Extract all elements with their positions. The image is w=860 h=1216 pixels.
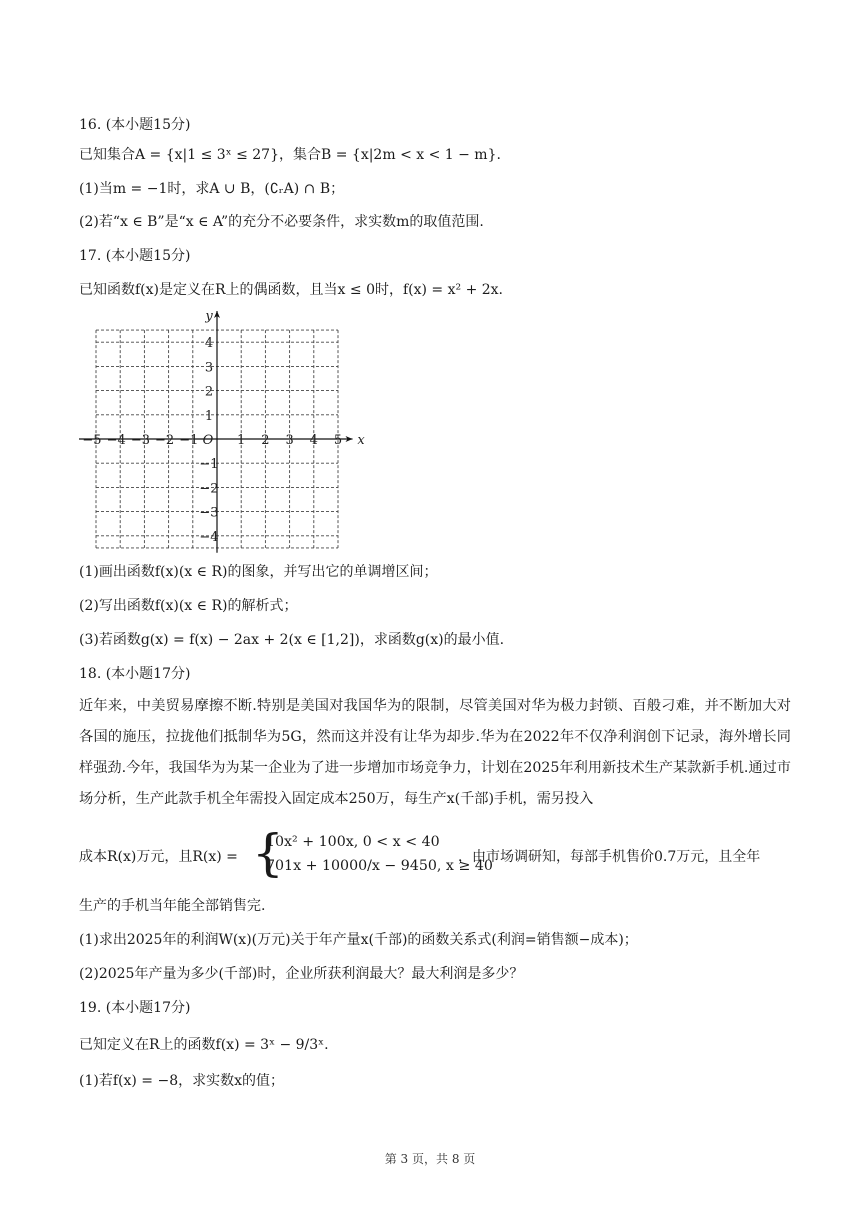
piece-1: 10x² + 100x, 0 < x < 40 xyxy=(266,834,440,850)
q17-part1: (1)画出函数f(x)(x ∈ R)的图象，并写出它的单调增区间； xyxy=(79,564,438,580)
q16-part2: (2)若“x ∈ B”是“x ∈ A”的充分不必要条件，求实数m的取值范围. xyxy=(79,214,484,230)
y-tick-label: −2 xyxy=(199,481,219,497)
coordinate-grid-figure xyxy=(74,308,374,553)
y-tick-label: −3 xyxy=(199,505,219,521)
x-tick-label: 3 xyxy=(285,433,294,448)
x-tick-label: −4 xyxy=(106,433,126,448)
x-tick-label: −2 xyxy=(155,433,175,448)
q16-stem: 已知集合A = {x|1 ≤ 3ˣ ≤ 27}，集合B = {x|2m < x < 1 − m}. xyxy=(79,147,501,163)
y-tick-label: 2 xyxy=(204,384,214,400)
q18-part1: (1)求出2025年的利润W(x)(万元)关于年产量x(千部)的函数关系式(利润=销售额−成本)； xyxy=(79,932,638,948)
x-tick-label: −3 xyxy=(130,433,150,448)
y-tick-label: 3 xyxy=(204,360,214,376)
q18-title: 18. (本小题17分) xyxy=(79,666,191,682)
origin-label: O xyxy=(202,433,214,448)
x-axis-label: x xyxy=(357,433,365,448)
coordinate-grid-svg xyxy=(74,308,374,553)
page-footer: 第 3 页，共 8 页 xyxy=(384,1152,476,1166)
y-tick-label: 1 xyxy=(204,408,214,424)
x-tick-label: 5 xyxy=(333,433,343,448)
q16-part1: (1)当m = −1时，求A ∪ B，(∁ᵣA) ∩ B； xyxy=(79,181,345,197)
q18-paragraph: 近年来，中美贸易摩擦不断.特别是美国对我国华为的限制，尽管美国对华为极力封锁、百般刁难，并不断加大对各国的施压，拉拢他们抵制华为5G，然而这并没有让华为却步.华为在2022年不仅净利润创下记录，海外增长同样强劲.今年，我国华为为某一企业为了进一步增加市场竞争力，计划在2025年利用新技术生产某款新手机.通过市场分析，生产此款手机全年需投入固定成本250万，每生产x(千部)手机，需另投入 xyxy=(79,698,791,807)
piece-2: 701x + 10000/x − 9450, x ≥ 40 xyxy=(266,858,493,874)
q17-title: 17. (本小题15分) xyxy=(79,248,191,264)
y-tick-label: 4 xyxy=(204,336,214,352)
y-axis-label: y xyxy=(205,309,213,324)
q18-cost-suffix: ，由市场调研知，每部手机售价0.7万元，且全年 xyxy=(458,849,761,865)
x-tick-label: −5 xyxy=(82,433,102,448)
q17-part2: (2)写出函数f(x)(x ∈ R)的解析式； xyxy=(79,598,298,614)
x-tick-label: 2 xyxy=(261,433,270,448)
q18-cost-prefix: 成本R(x)万元，且R(x) = xyxy=(79,849,238,865)
q19-part1: (1)若f(x) = −8，求实数x的值； xyxy=(79,1073,284,1089)
q19-title: 19. (本小题17分) xyxy=(79,1000,191,1016)
x-tick-label: 1 xyxy=(237,433,246,448)
q17-part3: (3)若函数g(x) = f(x) − 2ax + 2(x ∈ [1,2])，求函数g(x)的最小值. xyxy=(79,632,505,648)
x-tick-label: 4 xyxy=(309,433,318,448)
y-tick-label: −1 xyxy=(199,457,219,473)
q17-stem: 已知函数f(x)是定义在R上的偶函数，且当x ≤ 0时，f(x) = x² + 2x. xyxy=(79,282,503,298)
x-tick-label: −1 xyxy=(179,433,199,448)
q19-stem: 已知定义在R上的函数f(x) = 3ˣ − 9/3ˣ. xyxy=(79,1037,329,1053)
q18-paragraph-end: 生产的手机当年能全部销售完. xyxy=(79,898,266,914)
brace-symbol: { xyxy=(252,824,284,882)
y-tick-label: −4 xyxy=(199,529,219,545)
q18-part2: (2)2025年产量为多少(千部)时，企业所获利润最大？最大利润是多少？ xyxy=(79,966,524,982)
q16-title: 16. (本小题15分) xyxy=(79,117,191,133)
